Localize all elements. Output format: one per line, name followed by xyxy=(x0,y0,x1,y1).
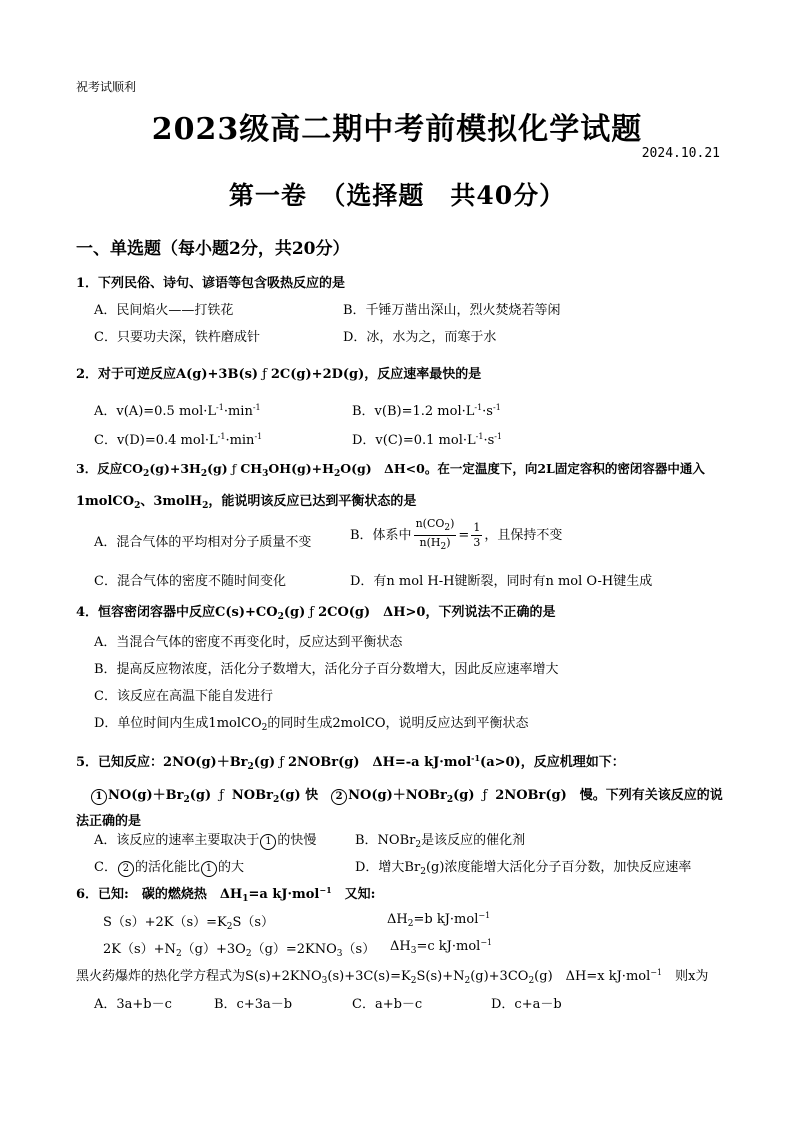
q6-enthalpy-1: $\Delta H_2=b$ kJ·mol$^{-1}$ xyxy=(387,911,491,929)
q3-option-b: B．体系中 $\frac{n(CO_2)}{n(H_2)}$ = $\frac{1}{3}$ ，且保持不变 xyxy=(350,517,563,552)
step-1-marker: 1 xyxy=(91,789,107,805)
q3-option-d: D．有n mol H-H键断裂，同时有n mol O-H键生成 xyxy=(350,574,653,589)
q2-stem: 2．对于可逆反应A(g)+3B(s) ƒ 2C(g)+2D(g)，反应速率最快的是 xyxy=(76,367,482,382)
volume-title: 第一卷 （选择题 共40分） xyxy=(228,181,566,210)
q1-option-c: C．只要功夫深，铁杵磨成针 xyxy=(94,330,260,345)
q6-stem: 6．已知: 碳的燃烧热 $\Delta H_1=a$ kJ·mol$^{-1}$ 又知: xyxy=(76,885,376,904)
q6-option-c: C．a+b－c xyxy=(352,997,423,1012)
q5-option-a: A．该反应的速率主要取决于 1 的快慢 xyxy=(94,833,317,848)
q4-stem: 4．恒容密闭容器中反应$C(s)+CO_2(g)$ ƒ 2CO(g) ΔH>0，下列说法不正确的是 xyxy=(76,605,556,622)
q4-option-d: D．单位时间内生成1molCO$_2$的同时生成2molCO，说明反应达到平衡状态 xyxy=(94,716,529,733)
exam-date: 2024.10.21 xyxy=(641,146,720,161)
q3-fraction-third: $\frac{1}{3}$ xyxy=(473,521,481,549)
q1-option-b: B．千锤万凿出深山，烈火焚烧若等闲 xyxy=(343,303,561,318)
q1-option-d: D．冰，水为之，而寒于水 xyxy=(343,330,497,345)
q1-stem: 1．下列民俗、诗句、谚语等包含吸热反应的是 xyxy=(76,276,346,291)
q5-stem: 5．已知反应：$2NO(g)+Br_2(g)$ ƒ 2NOBr(g) ΔH=-a kJ·mol$^{-1}$(a>0)，反应机理如下： xyxy=(76,753,625,772)
q3-option-a: A．混合气体的平均相对分子质量不变 xyxy=(94,535,312,550)
q1-option-a: A．民间焰火——打铁花 xyxy=(94,303,234,318)
q2-option-a: A．v(A)=0.5 $mol\cdot L^{-1}\cdot\min^{-1}$ xyxy=(94,403,261,419)
q5-option-d: D．增大$Br_2(g)$浓度能增大活化分子百分数，加快反应速率 xyxy=(355,860,692,877)
q6-option-a: A．3a+b－c xyxy=(94,997,172,1012)
q6-reaction-1: $S(s)+2K(s)=K_2S(s)$ xyxy=(103,915,275,932)
q2-option-c: C．v(D)=0.4 $mol\cdot L^{-1}\cdot\min^{-1}$ xyxy=(94,432,263,448)
q3-stem-line2: 1molCO$_2$、3molH$_2$，能说明该反应已达到平衡状态的是 xyxy=(76,494,417,511)
section-title: 一、单选题（每小题2分，共20分） xyxy=(76,239,350,259)
greeting-text: 祝考试顺利 xyxy=(76,80,137,94)
q4-option-a: A．当混合气体的密度不再变化时，反应达到平衡状态 xyxy=(94,635,403,650)
q2-option-b: B．v(B)=1.2 $mol\cdot L^{-1}\cdot s^{-1}$ xyxy=(352,403,501,419)
q4-option-b: B．提高反应物浓度，活化分子数增大，活化分子百分数增大，因此反应速率增大 xyxy=(94,662,559,677)
q5-stem-cont: 法正确的是 xyxy=(76,814,142,829)
q5-mechanism: 1 $NO(g)+Br_2(g)$ ƒ NOBr$_2$(g) 快 2 NO(g)＋NOBr$_2$(g) ƒ 2NOBr(g) 慢。下列有关该反应的说 xyxy=(90,784,723,805)
q3-fraction-ratio: $\frac{n(CO_2)}{n(H_2)}$ xyxy=(415,517,455,552)
q6-target-equation: 黑火药爆炸的热化学方程式为$S(s)+2KNO_3(s)+3C(s)=K_2S(s)+N_2(g)+3CO_2(g)$ ΔH=x kJ·mol$^{-1}$ 则x为 xyxy=(76,968,709,986)
q2-option-d: D．v(C)=0.1 $mol\cdot L^{-1}\cdot s^{-1}$ xyxy=(352,432,503,448)
q6-option-b: B．c+3a－b xyxy=(214,997,293,1012)
q6-enthalpy-2: $\Delta H_3=c$ kJ·mol$^{-1}$ xyxy=(390,938,493,956)
step-2-marker: 2 xyxy=(331,789,347,805)
q3-stem-line1: 3．反应$CO_2(g)+3H_2(g)$ ƒ $CH_3OH(g)+H_2O(g)$ ΔH<0。在一定温度下，向2L固定容积的密闭容器中通入 xyxy=(76,461,705,479)
q5-option-c: C． 2 的活化能比 1 的大 xyxy=(94,860,244,875)
q4-option-c: C．该反应在高温下能自发进行 xyxy=(94,689,273,704)
q5-option-b: B．NOBr$_2$是该反应的催化剂 xyxy=(355,833,526,850)
q6-option-d: D．c+a－b xyxy=(491,997,562,1012)
exam-title: 2023级高二期中考前模拟化学试题 xyxy=(151,112,643,147)
q3-option-c: C．混合气体的密度不随时间变化 xyxy=(94,574,286,589)
q6-reaction-2: $2K(s)+N_2(g)+3O_2(g)=2KNO_3(s)$ xyxy=(103,942,376,959)
